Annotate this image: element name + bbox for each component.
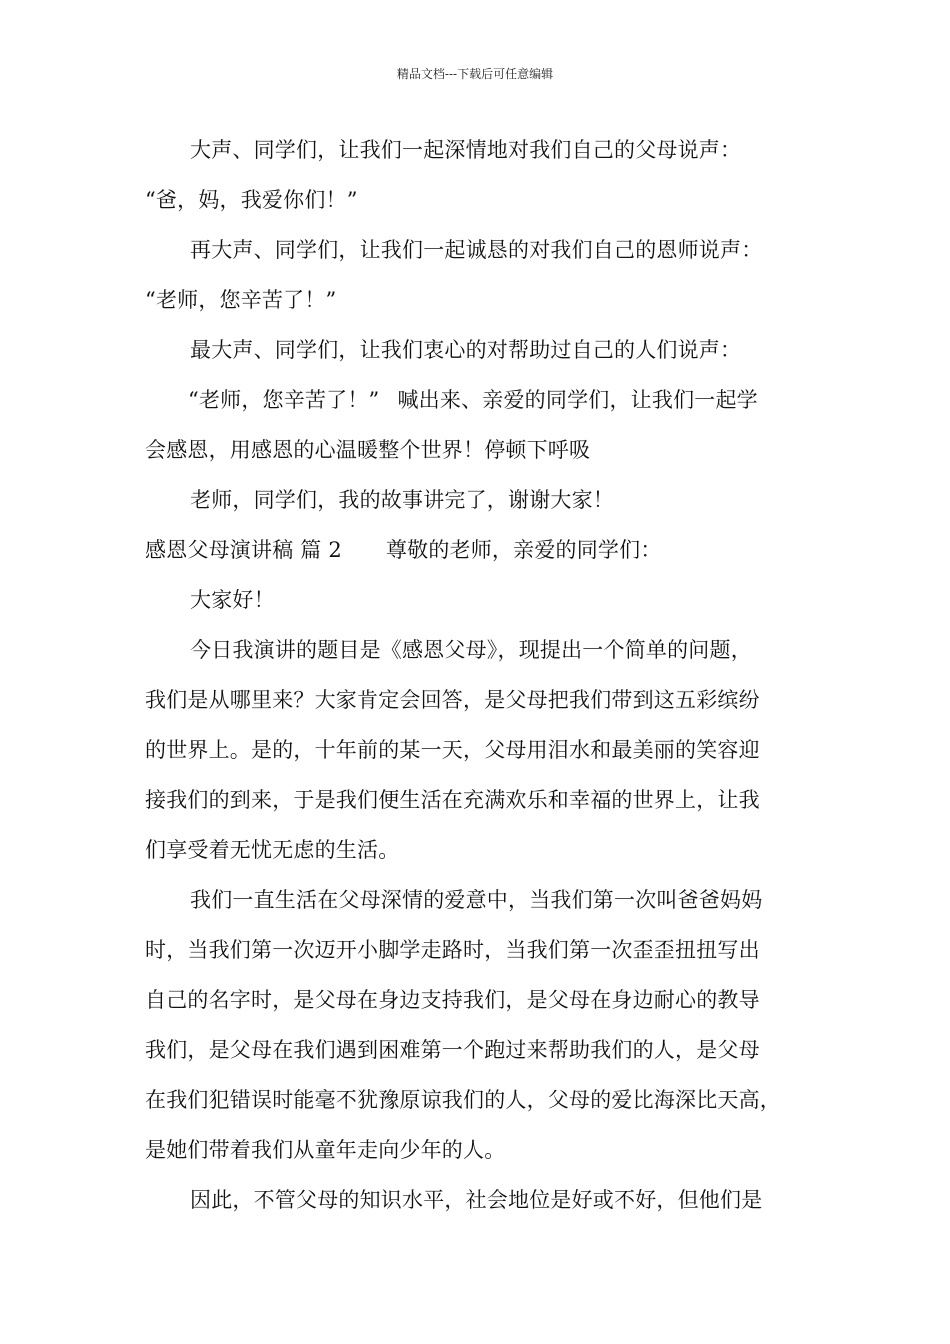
paragraph-line: “老师，您辛苦了！”: [145, 288, 337, 312]
paragraph-line: 因此，不管父母的知识水平，社会地位是好或不好，但他们是: [190, 1188, 763, 1212]
paragraph-line: “爸，妈，我爱你们！”: [145, 188, 358, 212]
paragraph-line: 我们是从哪里来？大家肯定会回答，是父母把我们带到这五彩缤纷: [145, 688, 760, 712]
paragraph-line: 再大声、同学们，让我们一起诚恳的对我们自己的恩师说声：: [190, 238, 763, 262]
paragraph-line: 自己的名字时，是父母在身边支持我们，是父母在身边耐心的教导: [145, 988, 760, 1012]
paragraph-line: 老师，同学们，我的故事讲完了，谢谢大家！: [190, 488, 614, 512]
paragraph-line: 们享受着无忧无虑的生活。: [145, 838, 400, 862]
salutation: 尊敬的老师，亲爱的同学们：: [385, 538, 662, 562]
paragraph-line: 的世界上。是的，十年前的某一天，父母用泪水和最美丽的笑容迎: [145, 738, 760, 762]
paragraph-line: 大家好！: [190, 588, 275, 612]
paragraph-line: 在我们犯错误时能毫不犹豫原谅我们的人，父母的爱比海深比天高，: [145, 1088, 781, 1112]
section-number: 篇 2: [300, 538, 342, 562]
quote-text: “老师，您辛苦了！”: [188, 388, 380, 412]
paragraph-line: 是她们带着我们从童年走向少年的人。: [145, 1138, 506, 1162]
paragraph-line: 最大声、同学们，让我们衷心的对帮助过自己的人们说声：: [190, 338, 742, 362]
continuation-text: 喊出来、亲爱的同学们，让我们一起学: [397, 388, 758, 412]
page-header: 精品文档---下载后可任意编辑: [396, 67, 554, 81]
paragraph-line: 我们一直生活在父母深情的爱意中，当我们第一次叫爸爸妈妈: [190, 888, 763, 912]
paragraph-line: 会感恩，用感恩的心温暖整个世界！停顿下呼吸: [145, 438, 591, 462]
paragraph-line: 今日我演讲的题目是《感恩父母》，现提出一个简单的问题，: [190, 638, 752, 662]
section-heading-line: [145, 536, 845, 564]
paragraph-line: 我们，是父母在我们遇到困难第一个跑过来帮助我们的人，是父母: [145, 1038, 760, 1062]
paragraph-line: 大声、同学们，让我们一起深情地对我们自己的父母说声：: [190, 138, 742, 162]
paragraph-line: 时，当我们第一次迈开小脚学走路时，当我们第一次歪歪扭扭写出: [145, 938, 760, 962]
paragraph-line: 接我们的到来，于是我们便生活在充满欢乐和幸福的世界上，让我: [145, 788, 760, 812]
section-title: 感恩父母演讲稿: [145, 538, 294, 562]
paragraph-line: [188, 386, 848, 414]
